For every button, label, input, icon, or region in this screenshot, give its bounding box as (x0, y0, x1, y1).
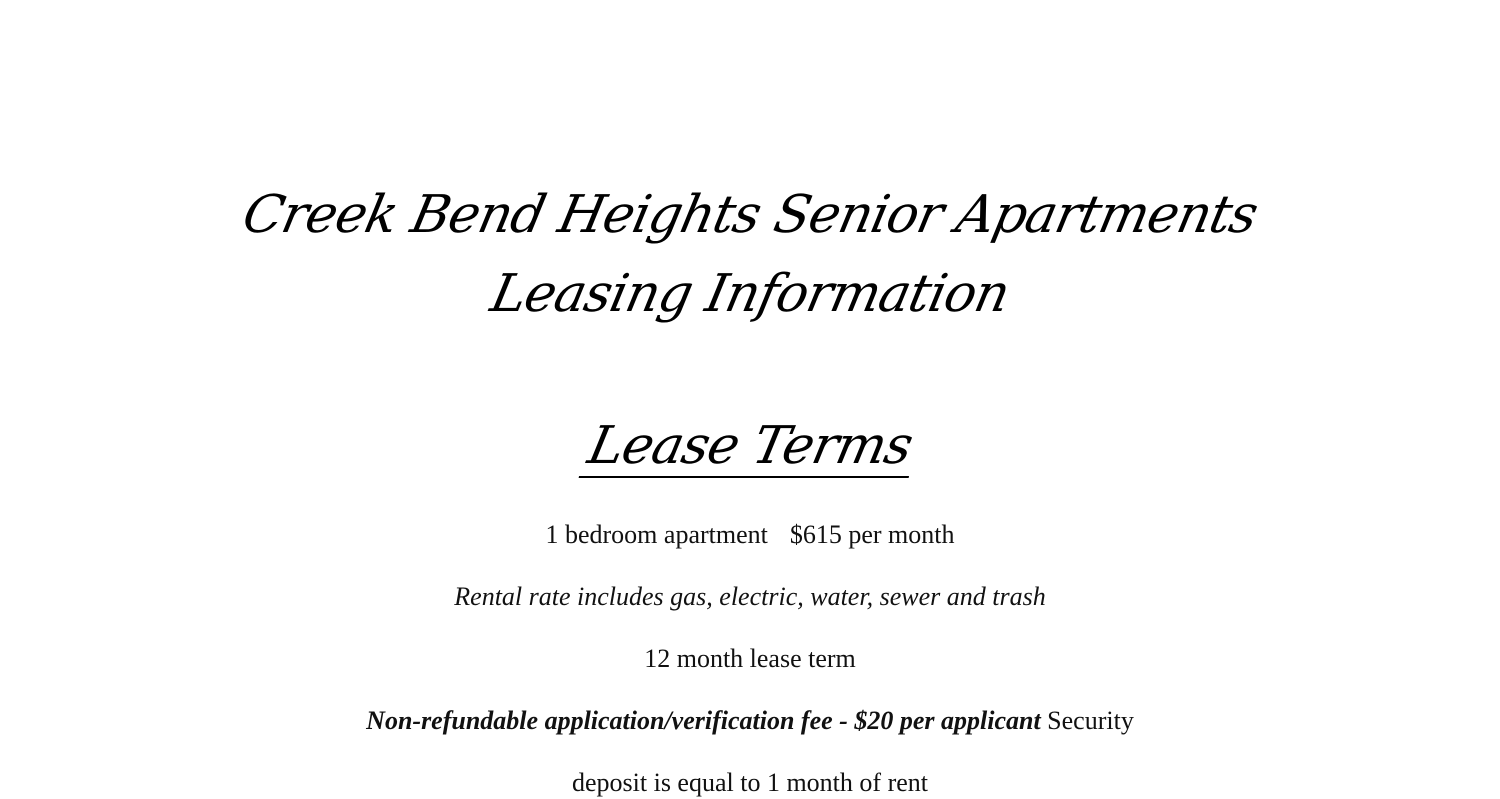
security-deposit-end: deposit is equal to 1 month of rent (571, 768, 928, 797)
fee-line (0, 705, 1500, 737)
document-subtitle: Leasing Information (485, 264, 1015, 324)
section-heading-lease-terms: Lease Terms (579, 418, 921, 478)
document-title: Creek Bend Heights Senior Apartments (237, 185, 1263, 245)
unit-price: $615 per month (789, 520, 955, 549)
unit-type: 1 bedroom apartment (545, 520, 768, 549)
application-fee: Non-refundable application/verification fee - $20 per applicant (366, 706, 1041, 735)
lease-term: 12 month lease term (644, 644, 856, 673)
unit-rate-line (0, 519, 1500, 551)
section-heading-container (0, 418, 1500, 478)
utilities-note: Rental rate includes gas, electric, water, sewer and trash (454, 582, 1046, 611)
security-deposit-start: Security (1047, 706, 1134, 735)
